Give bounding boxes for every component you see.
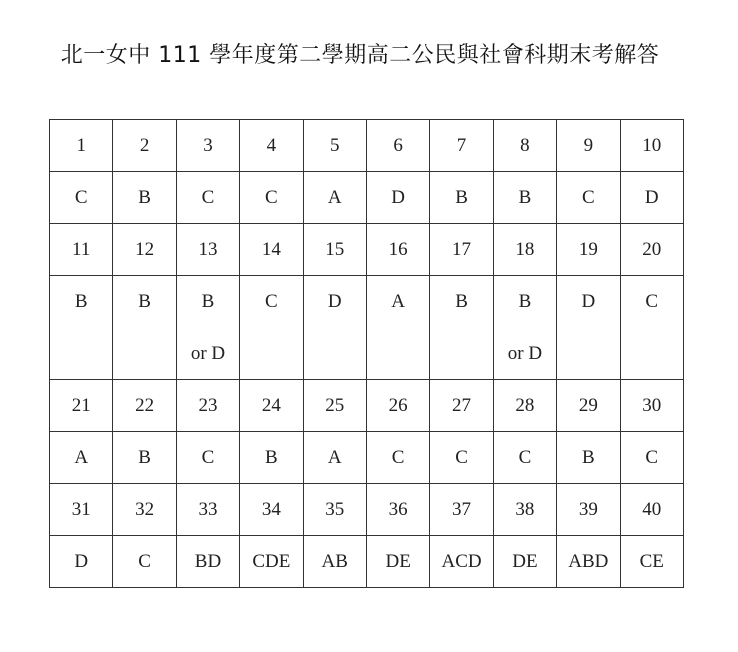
question-number-cell: 15 [303, 224, 366, 276]
answer-cell [50, 276, 113, 380]
answer-primary: C [645, 291, 659, 312]
answer-cell: C [620, 432, 683, 484]
answer-cell [176, 276, 239, 380]
answer-cell: C [113, 536, 176, 588]
answer-alternative [113, 328, 175, 344]
answer-cell [113, 276, 176, 380]
answer-cell [240, 276, 303, 380]
answer-cell: DE [493, 536, 556, 588]
question-number-row [50, 484, 684, 536]
question-number-cell: 1 [50, 120, 113, 172]
question-number-cell: 30 [620, 380, 683, 432]
answer-cell: D [366, 172, 429, 224]
question-number-cell: 35 [303, 484, 366, 536]
answer-cell: B [240, 432, 303, 484]
question-number-cell: 25 [303, 380, 366, 432]
question-number-row [50, 224, 684, 276]
answer-primary: C [265, 291, 278, 312]
question-number-cell: 19 [557, 224, 620, 276]
answer-table-body [50, 120, 684, 588]
answer-cell: C [240, 172, 303, 224]
answer-table [49, 119, 684, 588]
answer-cell: C [430, 432, 493, 484]
answer-cell: B [113, 432, 176, 484]
question-number-cell: 32 [113, 484, 176, 536]
answer-cell: B [557, 432, 620, 484]
answer-cell: ABD [557, 536, 620, 588]
answer-cell: A [303, 172, 366, 224]
question-number-cell: 34 [240, 484, 303, 536]
answer-row [50, 536, 684, 588]
answer-row [50, 276, 684, 380]
answer-cell: B [430, 172, 493, 224]
answer-primary: A [391, 291, 406, 312]
answer-cell [557, 276, 620, 380]
question-number-cell: 37 [430, 484, 493, 536]
answer-cell: AB [303, 536, 366, 588]
question-number-cell: 11 [50, 224, 113, 276]
question-number-cell: 22 [113, 380, 176, 432]
answer-cell [366, 276, 429, 380]
answer-cell: C [366, 432, 429, 484]
question-number-cell: 6 [366, 120, 429, 172]
answer-cell: C [176, 432, 239, 484]
answer-cell: B [493, 172, 556, 224]
question-number-cell: 36 [366, 484, 429, 536]
answer-cell: C [50, 172, 113, 224]
answer-cell: DE [366, 536, 429, 588]
answer-alternative [304, 328, 366, 344]
question-number-cell: 40 [620, 484, 683, 536]
question-number-cell: 39 [557, 484, 620, 536]
question-number-cell: 10 [620, 120, 683, 172]
answer-primary: D [581, 291, 596, 312]
question-number-cell: 29 [557, 380, 620, 432]
answer-row [50, 172, 684, 224]
page-title: 北一女中 111 學年度第二學期高二公民與社會科期末考解答 [60, 43, 660, 68]
answer-cell: ACD [430, 536, 493, 588]
answer-cell [303, 276, 366, 380]
question-number-cell: 4 [240, 120, 303, 172]
answer-alternative: or D [190, 343, 226, 364]
question-number-cell: 17 [430, 224, 493, 276]
answer-cell: CE [620, 536, 683, 588]
answer-alternative: or D [507, 343, 543, 364]
question-number-cell: 12 [113, 224, 176, 276]
answer-cell: CDE [240, 536, 303, 588]
question-number-row [50, 120, 684, 172]
question-number-cell: 2 [113, 120, 176, 172]
question-number-cell: 18 [493, 224, 556, 276]
answer-primary: B [518, 291, 532, 312]
answer-cell: A [50, 432, 113, 484]
question-number-cell: 24 [240, 380, 303, 432]
answer-alternative [621, 328, 683, 344]
question-number-cell: 31 [50, 484, 113, 536]
question-number-cell: 27 [430, 380, 493, 432]
question-number-cell: 3 [176, 120, 239, 172]
answer-primary: B [74, 291, 88, 312]
answer-alternative [557, 328, 619, 344]
answer-primary: B [455, 291, 468, 312]
question-number-cell: 5 [303, 120, 366, 172]
question-number-cell: 38 [493, 484, 556, 536]
question-number-cell: 23 [176, 380, 239, 432]
answer-cell: C [557, 172, 620, 224]
answer-cell [430, 276, 493, 380]
answer-alternative [430, 328, 492, 344]
question-number-cell: 33 [176, 484, 239, 536]
question-number-cell: 13 [176, 224, 239, 276]
question-number-cell: 14 [240, 224, 303, 276]
question-number-cell: 8 [493, 120, 556, 172]
answer-cell: A [303, 432, 366, 484]
answer-primary: D [327, 291, 342, 312]
answer-cell [620, 276, 683, 380]
answer-cell [493, 276, 556, 380]
answer-row [50, 432, 684, 484]
question-number-cell: 21 [50, 380, 113, 432]
answer-primary: B [201, 291, 215, 312]
answer-cell: B [113, 172, 176, 224]
answer-alternative [50, 328, 112, 344]
question-number-cell: 20 [620, 224, 683, 276]
question-number-cell: 28 [493, 380, 556, 432]
answer-cell: D [620, 172, 683, 224]
question-number-cell: 26 [366, 380, 429, 432]
answer-alternative [367, 328, 429, 344]
question-number-cell: 16 [366, 224, 429, 276]
answer-primary: B [138, 291, 151, 312]
question-number-cell: 9 [557, 120, 620, 172]
answer-alternative [240, 328, 302, 344]
answer-cell: C [493, 432, 556, 484]
question-number-cell: 7 [430, 120, 493, 172]
answer-cell: BD [176, 536, 239, 588]
answer-cell: D [50, 536, 113, 588]
answer-cell: C [176, 172, 239, 224]
question-number-row [50, 380, 684, 432]
